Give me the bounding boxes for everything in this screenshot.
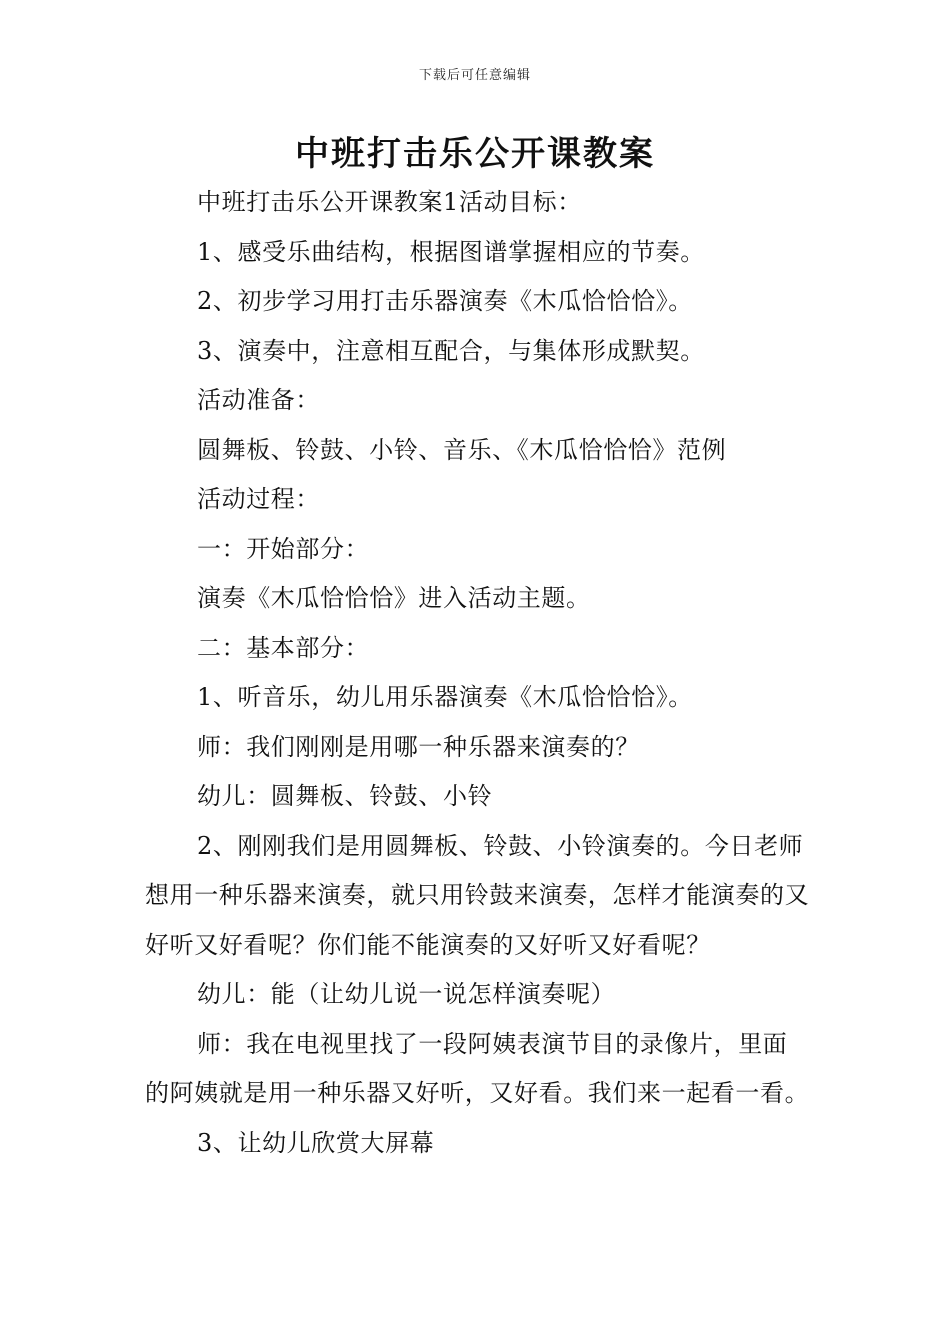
paragraph: 圆舞板、铃鼓、小铃、音乐、《木瓜恰恰恰》范例 — [197, 435, 727, 464]
paragraph: 师：我在电视里找了一段阿姨表演节目的录像片，里面的阿姨就是用一种乐器又好听，又好看。我们来一起看一看。 — [145, 1029, 810, 1107]
document-title: 中班打击乐公开课教案 — [295, 134, 655, 174]
paragraph: 中班打击乐公开课教案1活动目标： — [197, 188, 582, 216]
paragraph: 幼儿：能（让幼儿说一说怎样演奏呢） — [197, 980, 616, 1008]
paragraph: 1、听音乐，幼儿用乐器演奏《木瓜恰恰恰》。 — [197, 683, 693, 711]
paragraph: 3、演奏中，注意相互配合，与集体形成默契。 — [197, 336, 705, 365]
paragraph: 活动过程： — [197, 485, 320, 513]
paragraph: 演奏《木瓜恰恰恰》进入活动主题。 — [197, 584, 591, 612]
paragraph: 2、刚刚我们是用圆舞板、铃鼓、小铃演奏的。今日老师想用一种乐器来演奏，就只用铃鼓来演奏，怎样才能演奏的又好听又好看呢？你们能不能演奏的又好听又好看呢？ — [145, 831, 810, 959]
document-body — [145, 178, 810, 1168]
paragraph: 活动准备： — [197, 386, 320, 414]
paragraph: 幼儿：圆舞板、铃鼓、小铃 — [197, 782, 493, 810]
header-note: 下载后可任意编辑 — [418, 68, 531, 83]
paragraph: 1、感受乐曲结构，根据图谱掌握相应的节奏。 — [197, 237, 705, 266]
paragraph: 2、初步学习用打击乐器演奏《木瓜恰恰恰》。 — [197, 287, 693, 315]
paragraph: 二：基本部分： — [197, 633, 370, 662]
paragraph: 3、让幼儿欣赏大屏幕 — [197, 1128, 435, 1157]
paragraph: 师：我们刚刚是用哪一种乐器来演奏的？ — [197, 732, 640, 761]
paragraph: 一：开始部分： — [197, 534, 370, 563]
